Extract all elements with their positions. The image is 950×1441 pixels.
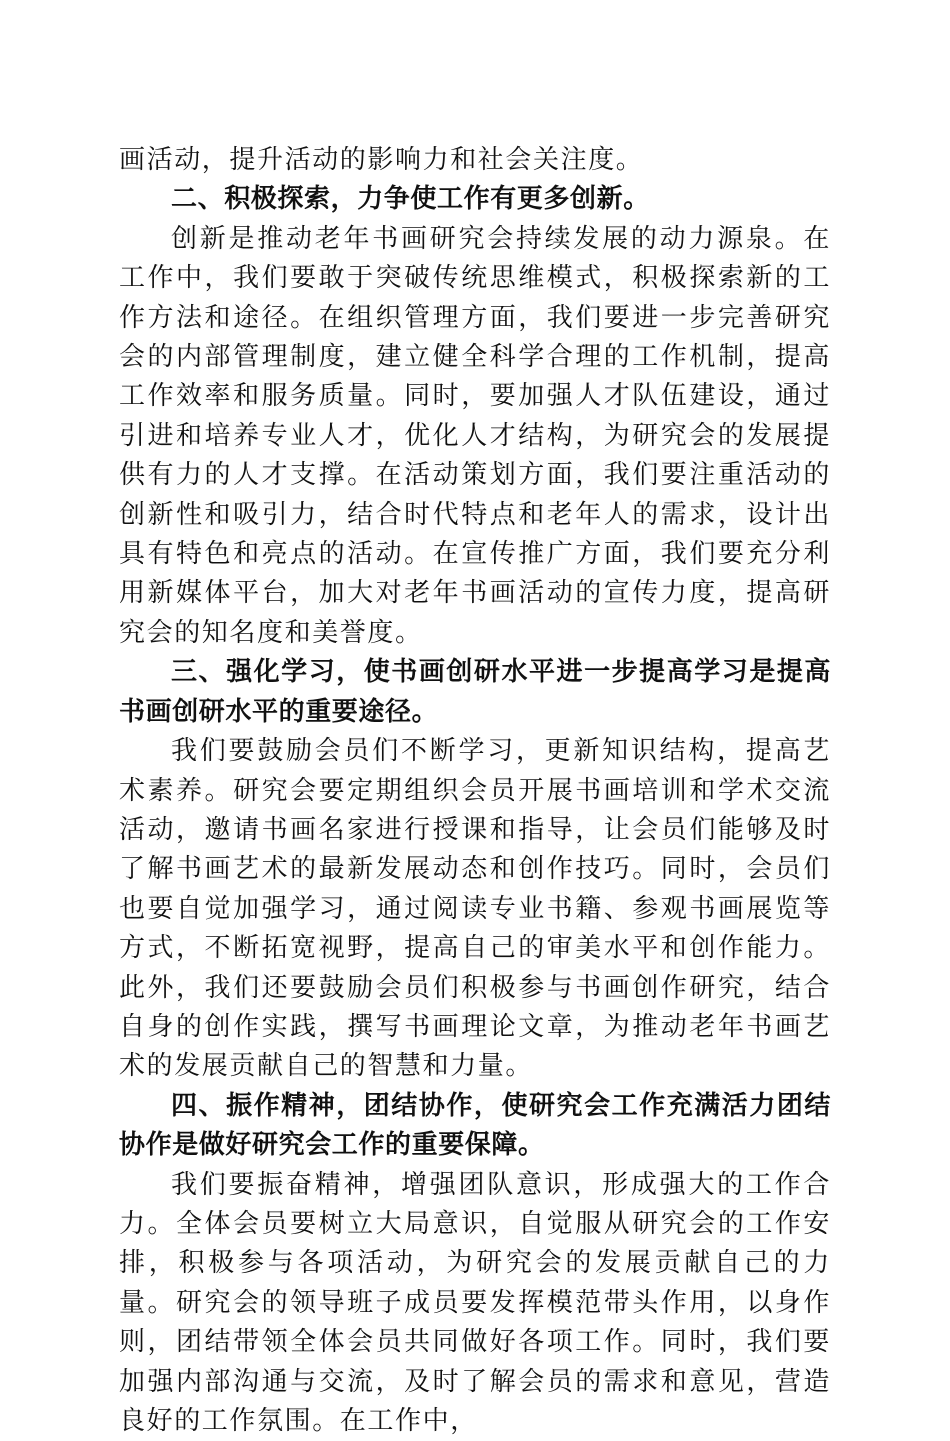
paragraph-continuation: 画活动，提升活动的影响力和社会关注度。 (119, 145, 644, 175)
paragraph-innovation: 创新是推动老年书画研究会持续发展的动力源泉。在工作中，我们要敢于突破传统思维模式，积极探索新的工作方法和途径。在组织管理方面，我们要进一步完善研究会的内部管理制度，建立健全科学合理的工作机制，提高工作效率和服务质量。同时，要加强人才队伍建设，通过引进和培养专业人才，优化人才结构，为研究会的发展提供有力的人才支撑。在活动策划方面，我们要注重活动的创新性和吸引力，结合时代特点和老年人的需求，设计出具有特色和亮点的活动。在宣传推广方面，我们要充分利用新媒体平台，加大对老年书画活动的宣传力度，提高研究会的知名度和美誉度。 (119, 223, 831, 648)
section-heading-3: 三、强化学习，使书画创研水平进一步提高学习是提高书画创研水平的重要途径。 (119, 657, 831, 727)
document-body (119, 141, 831, 1441)
paragraph-teamwork: 我们要振奋精神，增强团队意识，形成强大的工作合力。全体会员要树立大局意识，自觉服从研究会的工作安排，积极参与各项活动，为研究会的发展贡献自己的力量。研究会的领导班子成员要发挥模范带头作用，以身作则，团结带领全体会员共同做好各项工作。同时，我们要加强内部沟通与交流，及时了解会员的需求和意见，营造良好的工作氛围。在工作中， (119, 1169, 831, 1436)
paragraph-learning: 我们要鼓励会员们不断学习，更新知识结构，提高艺术素养。研究会要定期组织会员开展书画培训和学术交流活动，邀请书画名家进行授课和指导，让会员们能够及时了解书画艺术的最新发展动态和创作技巧。同时，会员们也要自觉加强学习，通过阅读专业书籍、参观书画展览等方式，不断拓宽视野，提高自己的审美水平和创作能力。此外，我们还要鼓励会员们积极参与书画创作研究，结合自身的创作实践，撰写书画理论文章，为推动老年书画艺术的发展贡献自己的智慧和力量。 (119, 736, 831, 1082)
section-heading-4: 四、振作精神，团结协作，使研究会工作充满活力团结协作是做好研究会工作的重要保障。 (119, 1090, 831, 1161)
section-heading-2: 二、积极探索，力争使工作有更多创新。 (171, 184, 650, 215)
